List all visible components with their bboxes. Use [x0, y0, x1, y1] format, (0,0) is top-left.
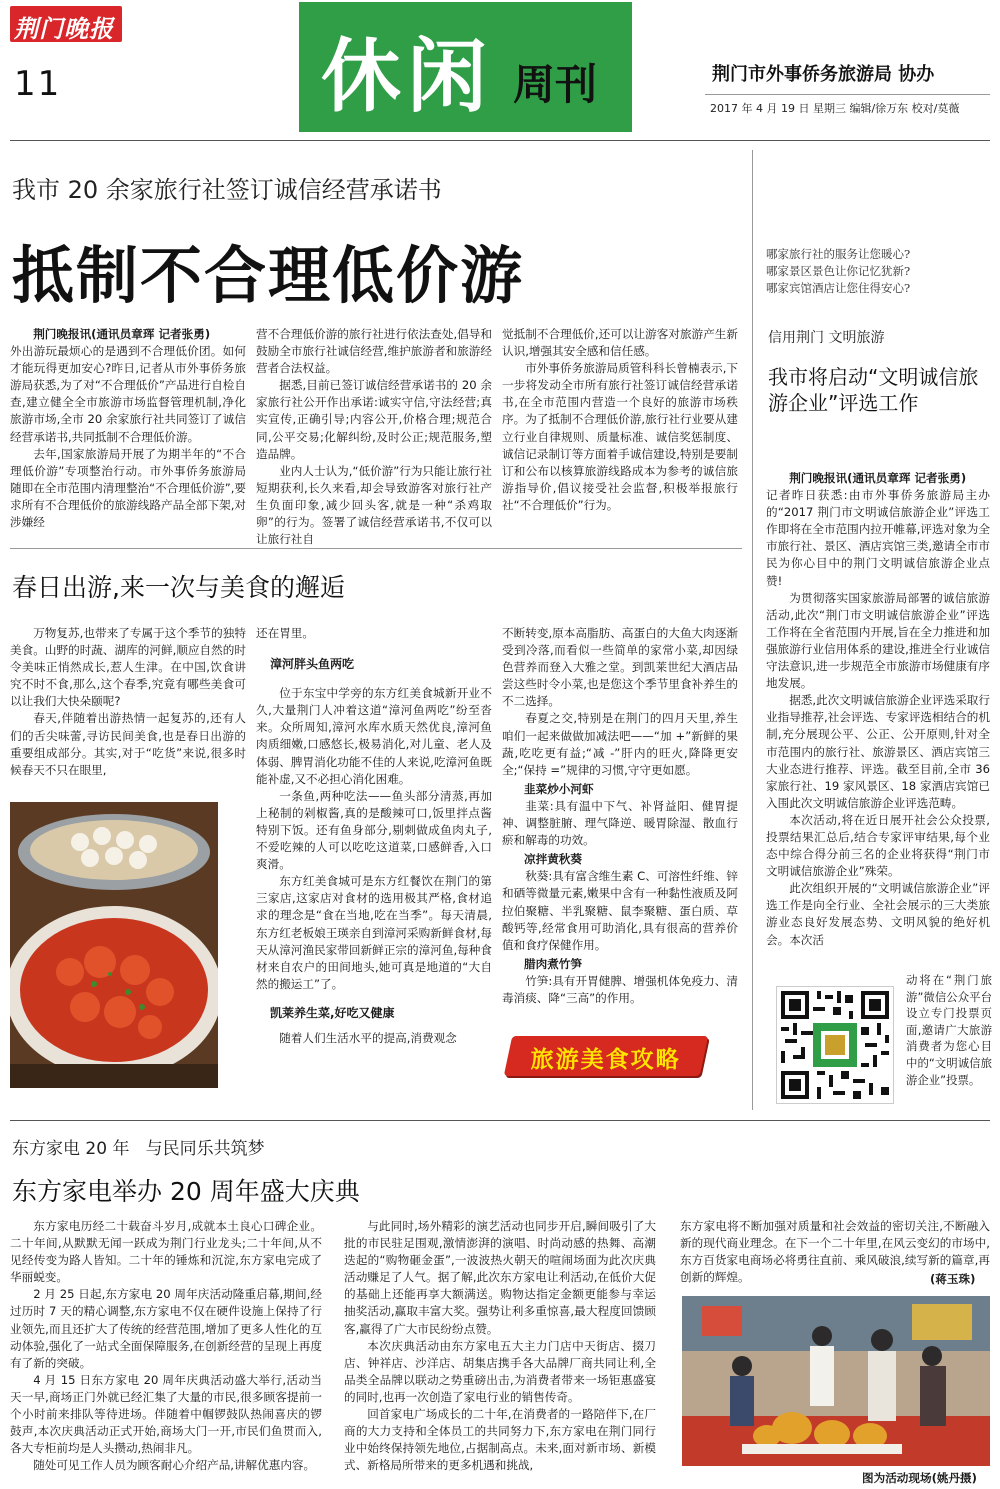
food-paragraph: 韭菜:具有温中下气、补肾益阳、健胃提神、调整脏腑、理气降逆、暖胃除湿、散血行瘀和解毒的功效。 [502, 798, 738, 848]
section-title: 休闲 [321, 29, 493, 123]
bottom-paragraph: 回首家电广场成长的二十年,在消费者的一路陪伴下,在厂商的大力支持和全体员工的共同努力下,东方家电在荆门同行业中始终保持领先地位,占据制高点。未来,面对新市场、新模式、新格局所带来的更多机遇和挑战, [344, 1407, 656, 1473]
lead-paragraph: 去年,国家旅游局开展了为期半年的“不合理低价游”专项整治行动。市外事侨务旅游局随即在全市范围内清理整治“不合理低价游”,要求所有不合理低价的旅游线路产品全部下架,对涉嫌经 [10, 446, 246, 530]
bottom-paragraph: 本次庆典活动由东方家电五大主力门店中天街店、掇刀店、钟祥店、沙洋店、胡集店携手各大品牌厂商共同让利,全品类全品牌以联动之势重磅出击,为消费者带来一场钜惠盛宴的同时,也再一次创造了家电行业的销售传奇。 [344, 1338, 656, 1404]
food-column-2 [256, 625, 492, 1095]
dateline: 2017 年 4 月 19 日 星期三 编辑/徐万东 校对/莫薇 [710, 102, 960, 115]
lead-bottom-rule [10, 548, 742, 549]
food-subhead: 腊肉煮竹笋 [524, 956, 582, 971]
side-paragraph: 据悉,此次文明诚信旅游企业评选采取行业指导推荐,社会评选、专家评选相结合的机制,充分展现公平、公正、公开原则,针对全市范围内的旅行社、旅游景区、酒店宾馆三大业态进行推荐、评选。截至目前,全市 36 家旅行社、19 家风景区、18 家酒店宾馆已入围此次文明诚信旅游企业评选范畴。 [766, 693, 990, 810]
bottom-paragraph: 4 月 15 日东方家电 20 周年庆典活动盛大举行,活动当天一早,商场正门外就已经汇集了大量的市民,很多顾客提前一个小时前来排队等待进场。伴随着中帼锣鼓队热闹喜庆的锣鼓声,本次庆典活动正式开始,商场大门一开,市民们鱼贯而入,各大专柜前均是人头攒动,热闹非凡。 [10, 1372, 322, 1456]
food-photo-illustration [10, 802, 218, 1088]
lead-column-1 [10, 326, 246, 546]
bottom-top-rule [10, 1120, 990, 1121]
lead-paragraph: 觉抵制不合理低价,还可以让游客对旅游产生新认识,增强其安全感和信任感。 [502, 327, 738, 359]
food-paragraph: 万物复苏,也带来了专属于这个季节的独特美食。山野的时蔬、湖库的河鲜,顺应自然的时令美味正悄然成长,惹人生津。在中国,饮食讲究不时不食,那么,这个春季,究竟有哪些美食可以让我们大快朵颐呢? [10, 626, 246, 709]
qr-code[interactable] [776, 986, 894, 1104]
food-paragraph: 春天,伴随着出游热情一起复苏的,还有人们的舌尖味蕾,寻访民间美食,也是春日出游的重要组成部分。其实,对于“吃货”来说,很多时候春天不只在眼里, [10, 711, 246, 777]
food-paragraph: 还在胃里。 [256, 626, 314, 640]
side-question: 哪家宾馆酒店让您住得安心? [766, 281, 911, 295]
side-paragraph: 本次活动,将在近日展开社会公众投票,投票结果汇总后,结合专家评审结果,每个业态中综合得分前三名的企业将获得“荆门市文明诚信旅游企业”殊荣。 [766, 812, 990, 879]
food-photo [10, 802, 218, 1088]
food-paragraph: 位于东宝中学旁的东方红美食城新开业不久,大量荆门人冲着这道“漳河鱼两吃”纷至沓来。众所周知,漳河水库水质天然优良,漳河鱼肉质细嫩,口感悠长,极易消化,对儿童、老人及体弱、脾胃消化功能不佳的人来说,吃漳河鱼既能补虚,又不必担心消化困难。 [256, 686, 492, 786]
bottom-headline: 东方家电举办 20 周年盛大庆典 [12, 1177, 360, 1206]
side-paragraph: 为贯彻落实国家旅游局部署的诚信旅游活动,此次“荆门市文明诚信旅游企业”评选工作将在全省范围内开展,旨在全力推进和加强旅游行业信用体系的建设,推进全行业诚信守法意识,进一步规范全市旅游市场健康有序地发展。 [766, 590, 990, 691]
food-paragraph: 一条鱼,两种吃法——鱼头部分清蒸,再加上秘制的剁椒酱,真的是酸辣可口,饭里拌点酱特别下饭。还有鱼身部分,剔刺做成鱼肉丸子,不爱吃辣的人可以吃吃这道菜,口感鲜香,入口爽滑。 [256, 788, 492, 872]
food-headline: 春日出游,来一次与美食的邂逅 [12, 573, 345, 602]
section-subtitle: 周刊 [513, 60, 598, 109]
food-column-3 [502, 625, 738, 1025]
lead-column-2 [256, 326, 492, 546]
food-subhead: 韭菜炒小河虾 [524, 781, 594, 796]
page-number: 11 [14, 64, 62, 104]
side-divider [752, 150, 753, 1110]
food-paragraph: 东方红美食城可是东方红餐饮在荆门的第三家店,这家店对食材的选用极其严格,食材追求的理念是“食在当地,吃在当季”。每天清晨,东方红老板娘王瑛亲自到漳河采购新鲜食材,每天从漳河渔民家带回新鲜正宗的漳河鱼,每种食材来自农户的田间地头,她可真是地道的“大自然的搬运工”了。 [256, 874, 492, 991]
lead-paragraph: 业内人士认为,“低价游”行为只能让旅行社短期获利,长久来看,却会导致游客对旅行社产生负面印象,减少回头客,就是一种“杀鸡取卵”的行为。签署了诚信经营承诺书,不仅可以让旅行社自 [256, 463, 492, 546]
food-guide-badge [504, 1036, 709, 1076]
section-banner [299, 2, 632, 132]
qr-code-icon [777, 987, 893, 1103]
food-paragraph: 不断转变,原本高脂肪、高蛋白的大鱼大肉逐渐受到冷落,而看似一些简单的家常小菜,却因绿色营养而登入大雅之堂。到凯莱世纪大酒店品尝这些时令小菜,也是您这个季节里食补养生的不二选择。 [502, 626, 738, 709]
masthead-rule [705, 94, 990, 95]
bottom-column-2 [344, 1218, 656, 1486]
food-paragraph: 竹笋:具有开胃健脾、增强机体免疫力、清毒消痰、降“三高”的作用。 [502, 973, 738, 1005]
bottom-paragraph: 东方家电历经二十载奋斗岁月,成就本土良心口碑企业。二十年间,从默默无闻一跃成为荆门行业龙头;二十年间,从不见经传变为路人皆知。二十年的锤炼和沉淀,东方家电完成了华丽蜕变。 [10, 1219, 322, 1285]
bottom-column-1 [10, 1218, 322, 1486]
food-guide-badge-text: 旅游美食攻略 [530, 1046, 681, 1073]
side-question: 哪家景区景色让你记忆犹新? [766, 264, 911, 278]
bottom-author: (蒋玉珠) [930, 1272, 976, 1286]
food-paragraph: 春夏之交,特别是在荆门的四月天里,养生咱们一起来做做加减法吧——“加 +”新鲜的果蔬,吃吃更有益;“减 -”肝内的旺火,降降更安全;“保持 =”规律的习惯,守守更如愿。 [502, 711, 738, 777]
sponsor-line: 荆门市外事侨务旅游局 协办 [712, 64, 935, 85]
top-rule [10, 140, 990, 141]
lead-paragraph: 市外事侨务旅游局质管科科长曾楠表示,下一步将发动全市所有旅行社签订诚信经营承诺书,在全市范围内营造一个良好的旅游市场秩序。为了抵制不合理低价游,旅行社行业要从建立行业自律规则、质量标准、诚信奖惩制度、诚信记录制订等方面着手诚信建设,特别是要制订和公布以核算旅游线路成本为参考的诚信旅游指导价,倡议接受社会监督,积极举报旅行社“不合理低价”行为。 [502, 361, 738, 512]
qr-note: 动将在“荆门旅游”微信公众平台设立专门投票页面,邀请广大旅游消费者为您心目中的“文明诚信旅游企业”投票。 [906, 973, 992, 1087]
newspaper-logo [10, 6, 122, 42]
side-body [766, 470, 990, 970]
bottom-paragraph: 与此同时,场外精彩的演艺活动也同步开启,瞬间吸引了大批的市民驻足围观,激情澎湃的演唱、时尚动感的热舞、高潮迭起的“购物砸金蛋”,一波波热火朝天的喧闹场面为此次庆典活动赚足了人气。据了解,此次东方家电让利活动,在低价大促的基础上还能再享大额满送。购物达指定金额更能参与幸运抽奖活动,赢取丰富大奖。强势让利多重惊喜,最大程度回馈顾客,赢得了广大市民纷纷点赞。 [344, 1219, 656, 1336]
side-questions [766, 246, 910, 297]
bottom-kicker: 东方家电 20 年 与民同乐共筑梦 [12, 1139, 265, 1159]
food-column-1 [10, 625, 246, 800]
side-paragraph: 记者昨日获悉:由市外事侨务旅游局主办的“2017 荆门市文明诚信旅游企业”评选工作即将在全市范围内拉开帷幕,评选对象为全市旅行社、景区、酒店宾馆三类,邀请全市市民为你心目中的荆门文明诚信旅游企业点赞! [766, 488, 990, 588]
side-question: 哪家旅行社的服务让您暖心? [766, 247, 911, 261]
bottom-paragraph: 2 月 25 日起,东方家电 20 周年庆活动隆重启幕,期间,经过历时 7 天的精心调整,东方家电不仅在硬件设施上保持了行业领先,而且还扩大了传统的经营范围,增加了更多人性化的互动体验,强化了一站式全面保障服务,在创新经营的呈现上再度有了新的突破。 [10, 1287, 322, 1370]
bottom-paragraph: 随处可见工作人员为顾客耐心介绍产品,讲解优惠内容。 [33, 1458, 316, 1473]
lead-headline: 抵制不合理低价游 [12, 239, 525, 312]
food-paragraph: 秋葵:具有富含维生素 C、可溶性纤维、锌和硒等微量元素,嫩果中含有一种黏性液质及阿拉伯聚糖、半乳聚糖、鼠李聚糖、蛋白质、草酸钙等,经常食用可助消化,具有很高的营养价值和食疗保健作用。 [502, 869, 738, 952]
event-photo [682, 1296, 990, 1466]
event-photo-illustration [682, 1296, 990, 1466]
food-subhead: 漳河胖头鱼两吃 [270, 657, 355, 672]
lead-paragraph: 据悉,目前已签订诚信经营承诺书的 20 余家旅行社公开作出承诺:诚实守信,守法经营;真实宣传,正确引导;内容公开,价格合理;规范合同,公平交易;化解纠纷,及时公正;规范服务,塑造品牌。 [256, 378, 492, 461]
side-kicker: 信用荆门 文明旅游 [768, 330, 885, 346]
lead-paragraph: 外出游玩最烦心的是遇到不合理低价团。如何才能玩得更加安心?昨日,记者从市外事侨务旅游局获悉,为了对“不合理低价”产品进行自检自查,建立健全全市旅游市场监督管理机制,净化旅游市场,全市 20 余家旅行社共同签订了诚信经营承诺书,共同抵制不合理低价游。 [10, 344, 246, 444]
event-photo-caption: 图为活动现场(姚丹摄) [862, 1471, 977, 1485]
food-subhead: 凉拌黄秋葵 [524, 852, 582, 867]
lead-paragraph: 营不合理低价游的旅行社进行依法查处,倡导和鼓励全市旅行社诚信经营,维护旅游者和旅游经营者合法权益。 [256, 327, 492, 376]
newspaper-logo-text: 荆门晚报 [14, 14, 114, 43]
food-subhead: 凯莱养生菜,好吃又健康 [270, 1005, 395, 1020]
bottom-paragraph: 东方家电将不断加强对质量和社会效益的密切关注,不断融入新的现代商业理念。在下一个二十年里,在风云变幻的市场中,东方百货家电商场必将勇往直前、乘风破浪,续写新的篇章,再创新的辉煌。 [680, 1219, 990, 1285]
food-paragraph: 随着人们生活水平的提高,消费观念 [279, 1030, 457, 1045]
lead-kicker: 我市 20 余家旅行社签订诚信经营承诺书 [12, 176, 442, 204]
side-headline: 我市将启动“文明诚信旅游企业”评选工作 [768, 365, 979, 415]
side-byline: 荆门晚报讯(通讯员章珲 记者张勇) [789, 471, 967, 485]
side-paragraph: 此次组织开展的“文明诚信旅游企业”评选工作是向全行业、全社会展示的三大类旅游业态良好发展态势、文明风貌的绝好机会。本次活 [766, 881, 990, 947]
lead-column-3 [502, 326, 738, 546]
lead-byline: 荆门晚报讯(通讯员章珲 记者张勇) [33, 327, 211, 341]
